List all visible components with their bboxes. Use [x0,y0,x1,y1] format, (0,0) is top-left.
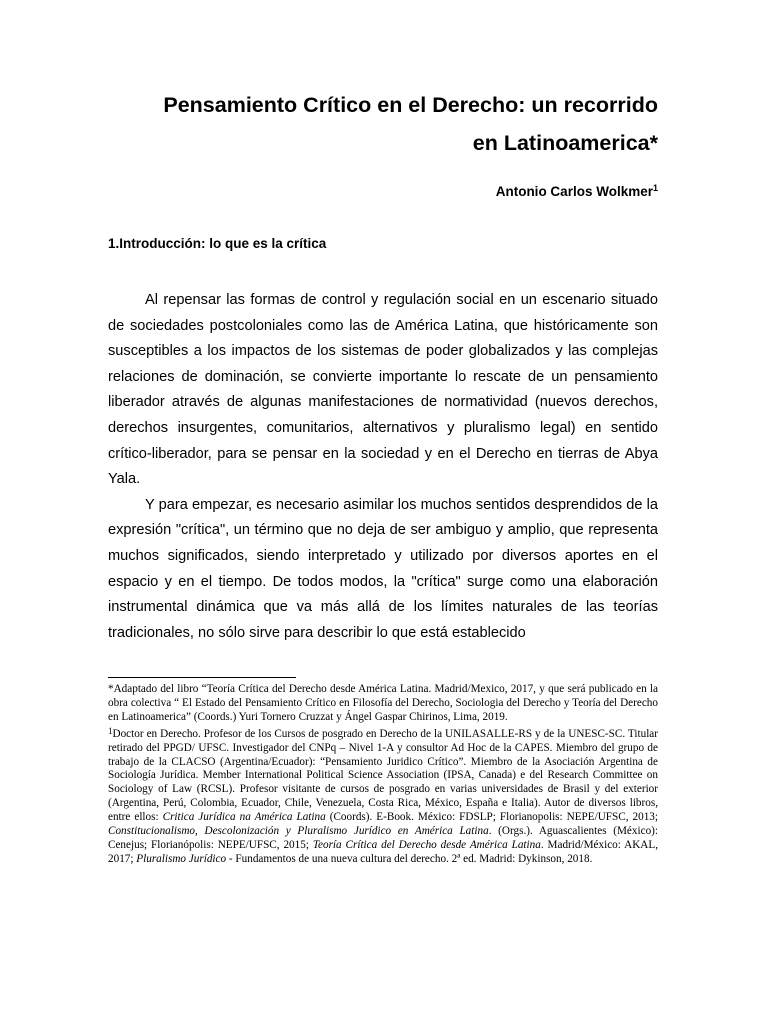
author-name [108,183,658,199]
footnote-separator [108,677,296,678]
author-footnote-mark: 1 [652,183,658,193]
footnote-star: *Adaptado del libro “Teoría Crítica del Derecho desde América Latina. Madrid/Mexico, 2017, y que será publicado en la obra colectiva “ El Estado del Pensamiento Crítico en Filosofía del Derecho, Sociologia del Derecho y Teoría del Derecho en Latinoamerica” (Coords.) Yuri Tornero Cruzzat y Ángel Gaspar Chirinos, Lima, 2019. [108,683,658,723]
title-line-1: Pensamiento Crítico en el Derecho: un recorrido [163,93,658,117]
section-heading: 1.Introducción: lo que es la crítica [108,236,327,251]
footnote-1-text-e: - Fundamentos de una nueva cultura del derecho. 2ª ed. Madrid: Dykinson, 2018. [226,852,593,865]
title-line-2: en Latinoamerica* [472,131,658,155]
book-title-3: Teoría Crítica del Derecho desde América Latina [312,838,541,851]
footnotes [108,683,658,867]
paragraph-2: Y para empezar, es necesario asimilar los muchos sentidos desprendidos de la expresión "crítica", un término que no deja de ser ambiguo y amplio, que representa muchos significados, siendo interpretado y utilizado por diversos aportes en el espacio y en el tiempo. De todos modos, la "crítica" surge como una elaboración instrumental dinámica que va más allá de los límites naturales de las teorías tradicionales, no sólo sirve para describir lo que está establecido [108,496,658,641]
footnote-1-text-b: (Coords). E-Book. México: FDSLP; Florianopolis: NEPE/UFSC, 2013; [325,811,658,824]
book-title-1: Critica Jurídica na América Latina [162,811,326,824]
footnote-1-text-a: Doctor en Derecho. Profesor de los Cursos de posgrado en Derecho de la UNILASALLE-RS y de la UNESC-SC. Titular retirado del PPGD/ UFSC. Investigador del CNPq – Nivel 1-A y consultor Ad Hoc de la CAPES. Miembro del grupo de trabajo de la CLACSO (Argentina/Ecuador): “Pensamiento Juridico Crítico”. Miembro de la Asociación Argentina de Sociología Jurídica. Member International Political Science Association (IPSA, Canada) e del Research Committee on Sociology of Law (RCSL). Profesor visitante de cursos de posgrado en varias universidades de Brasil y del exterior (Argentina, Perú, Colombia, Ecuador, Chile, Venezuela, Costa Rica, México, España e Italia). Autor de diversos libros, entre ellos: [108,727,658,824]
book-title-4: Pluralismo Jurídico [136,852,227,865]
footnote-1-text-d: . Madrid/México: AKAL, 2017; [108,838,658,865]
body-text [108,288,658,646]
document-title [108,86,658,162]
footnote-1-text-c: . (Orgs.). Aguascalientes (México): Cenejus; Florianópolis: NEPE/UFSC, 2015; [108,825,658,851]
footnote-1 [108,725,658,867]
author-text: Antonio Carlos Wolkmer [495,184,653,199]
paragraph-1: Al repensar las formas de control y regulación social en un escenario situado de sociedades postcoloniales como las de América Latina, que históricamente son susceptibles a los impactos de los sistemas de poder globalizados y las complejas relaciones de dominación, se convierte importante lo rescate de un pensamiento liberador através de algunas manifestaciones de normatividad (nuevos derechos, derechos insurgentes, comunitarios, alternativos y pluralismo legal) en sentido crítico-liberador, para se pensar en la sociedad y en el Derecho en tierras de Abya Yala. [108,292,658,488]
footnote-1-mark: 1 [108,725,113,736]
book-title-2: Constitucionalismo, Descolonización y Pluralismo Jurídico en América Latina [108,825,489,838]
